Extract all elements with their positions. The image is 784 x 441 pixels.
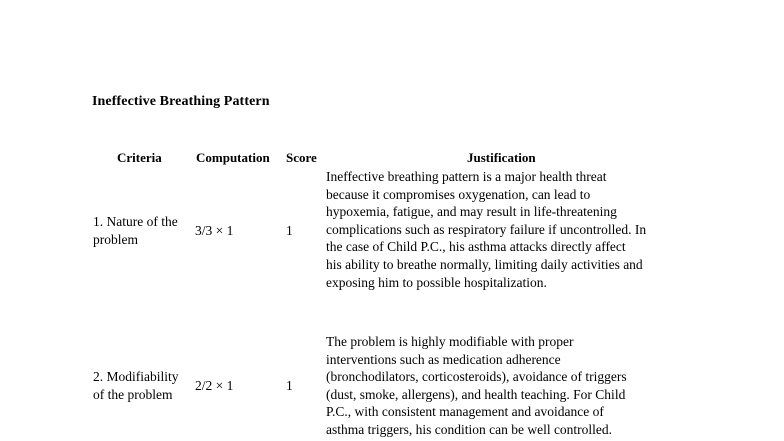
row2-criteria <box>93 368 193 403</box>
row2-justification-line: asthma triggers, his condition can be well controlled. <box>326 421 613 437</box>
row1-computation: 3/3 × 1 <box>195 223 234 238</box>
row2-justification <box>326 333 706 439</box>
row1-justification-line: his ability to breathe normally, limiting daily activities and <box>326 256 643 272</box>
row1-justification-line: hypoxemia, fatigue, and may result in life-threatening <box>326 204 617 220</box>
row2-justification-line: (dust, smoke, allergens), and health teaching. For Child <box>326 386 626 402</box>
row1-criteria <box>93 213 193 248</box>
row1-criteria-line1: 1. Nature of the <box>93 214 178 229</box>
row2-justification-line: The problem is highly modifiable with proper <box>326 334 574 349</box>
row1-justification-line: Ineffective breathing pattern is a major health threat <box>326 169 607 184</box>
row2-criteria-line2: of the problem <box>93 386 173 402</box>
row2-computation: 2/2 × 1 <box>195 378 234 393</box>
document-title: Ineffective Breathing Pattern <box>92 94 270 109</box>
row1-justification-line: complications such as respiratory failure if uncontrolled. In <box>326 221 647 237</box>
row1-justification-line: exposing him to possible hospitalization. <box>326 274 547 290</box>
row1-score: 1 <box>286 223 293 238</box>
row2-justification-line: P.C., with consistent management and avoidance of <box>326 404 604 420</box>
row1-justification-line: the case of Child P.C., his asthma attacks directly affect <box>326 239 626 255</box>
header-computation: Computation <box>196 150 270 165</box>
row2-criteria-line1: 2. Modifiability <box>93 369 179 384</box>
row1-justification-line: because it compromises oxygenation, can lead to <box>326 186 591 202</box>
header-justification: Justification <box>467 150 536 165</box>
row2-score: 1 <box>286 378 293 393</box>
row1-criteria-line2: problem <box>93 231 138 247</box>
header-score: Score <box>286 150 317 165</box>
header-criteria: Criteria <box>117 150 162 165</box>
row2-justification-line: (bronchodilators, corticosteroids), avoidance of triggers <box>326 369 627 385</box>
row1-justification <box>326 168 706 291</box>
row2-justification-line: interventions such as medication adherence <box>326 351 561 367</box>
